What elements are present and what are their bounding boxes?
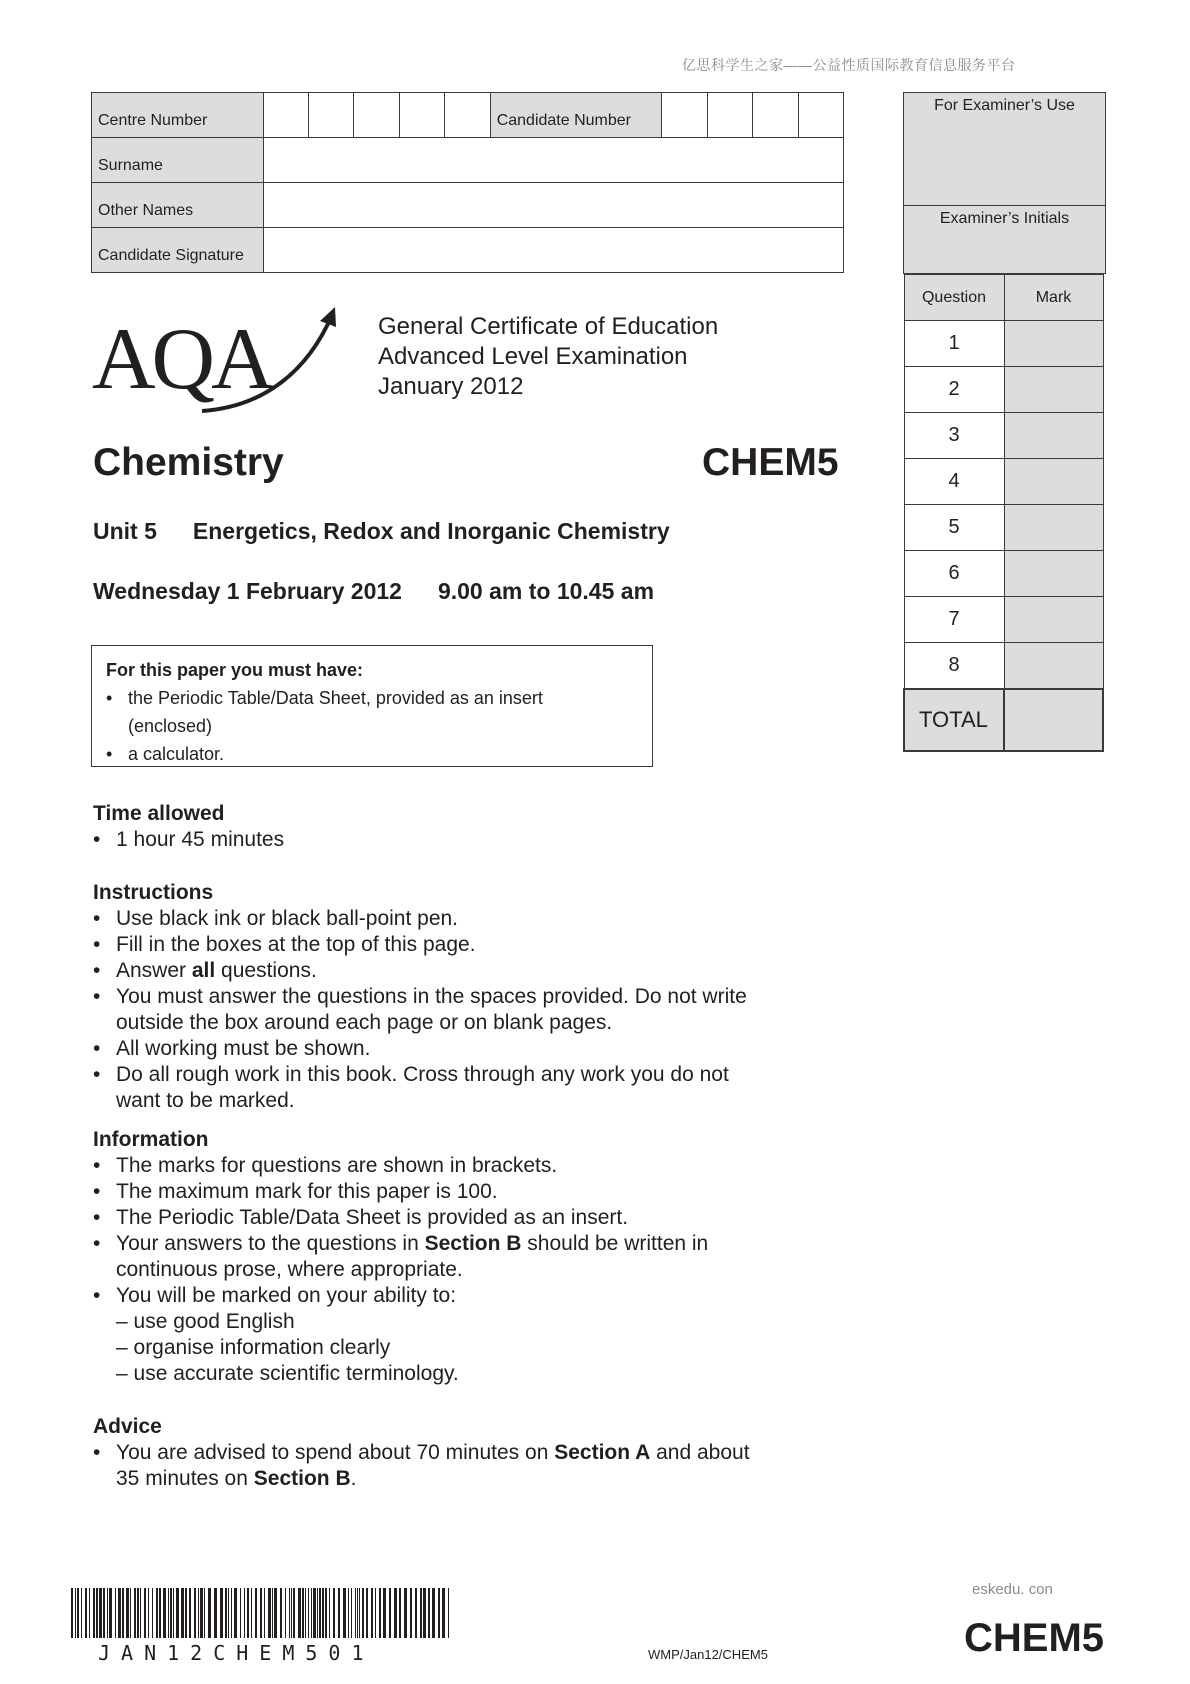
instruction-item: • You must answer the questions in the spaces provided. Do not write outside the box around each page or on blank pages. bbox=[93, 985, 747, 1034]
barcode-bar bbox=[329, 1588, 330, 1638]
barcode-bar bbox=[410, 1588, 412, 1638]
instruction-item: • All working must be shown. bbox=[93, 1037, 371, 1060]
barcode-bar bbox=[280, 1588, 282, 1638]
information-heading: Information bbox=[93, 1128, 209, 1151]
aqa-logo bbox=[92, 303, 342, 413]
barcode-text: JAN12CHEM501 bbox=[98, 1641, 375, 1665]
question-number: 7 bbox=[904, 597, 1004, 643]
advice-heading: Advice bbox=[93, 1415, 162, 1438]
question-number: 6 bbox=[904, 551, 1004, 597]
barcode-bar bbox=[432, 1588, 435, 1638]
barcode-bar bbox=[93, 1588, 95, 1638]
barcode-bar bbox=[247, 1588, 249, 1638]
barcode-bar bbox=[109, 1588, 112, 1638]
total-mark-cell[interactable] bbox=[1004, 689, 1103, 751]
barcode-bar bbox=[134, 1588, 136, 1638]
qualification-line: General Certificate of Education bbox=[378, 313, 719, 340]
question-number: 3 bbox=[904, 413, 1004, 459]
barcode-bar bbox=[404, 1588, 407, 1638]
barcode-bar bbox=[351, 1588, 352, 1638]
time-allowed-value: • 1 hour 45 minutes bbox=[93, 828, 285, 851]
barcode-bar bbox=[137, 1588, 139, 1638]
centre-number-box[interactable] bbox=[354, 93, 399, 138]
other-names-field[interactable] bbox=[263, 183, 843, 228]
barcode-bar bbox=[274, 1588, 277, 1638]
barcode-bar bbox=[305, 1588, 306, 1638]
barcode-bar bbox=[140, 1588, 141, 1638]
exam-session: January 2012 bbox=[378, 373, 524, 400]
surname-field[interactable] bbox=[263, 138, 843, 183]
mark-cell[interactable] bbox=[1004, 505, 1103, 551]
barcode-bar bbox=[291, 1588, 292, 1638]
requirement-item: • the Periodic Table/Data Sheet, provided as an insert (enclosed) bbox=[106, 688, 543, 736]
barcode-bar bbox=[264, 1588, 265, 1638]
barcode-bar bbox=[103, 1588, 105, 1638]
instruction-item: • Do all rough work in this book. Cross through any work you do not want to be marked. bbox=[93, 1063, 729, 1112]
time-allowed-heading: Time allowed bbox=[93, 802, 225, 825]
question-number: 2 bbox=[904, 367, 1004, 413]
mark-cell[interactable] bbox=[1004, 643, 1103, 690]
barcode-bar bbox=[272, 1588, 273, 1638]
barcode-bar bbox=[85, 1588, 87, 1638]
examiners-initials-label: Examiner’s Initials bbox=[904, 206, 1105, 274]
mark-cell[interactable] bbox=[1004, 321, 1103, 367]
barcode-bar bbox=[298, 1588, 301, 1638]
barcode-bar bbox=[176, 1588, 179, 1638]
barcode-bar bbox=[255, 1588, 257, 1638]
requirements-heading: For this paper you must have: bbox=[106, 660, 364, 680]
barcode-bar bbox=[194, 1588, 196, 1638]
barcode-bar bbox=[170, 1588, 172, 1638]
barcode-bar bbox=[442, 1588, 445, 1638]
barcode-bar bbox=[311, 1588, 312, 1638]
mark-cell[interactable] bbox=[1004, 551, 1103, 597]
barcode-bar bbox=[448, 1588, 449, 1638]
barcode-bar bbox=[118, 1588, 121, 1638]
information-item: • The Periodic Table/Data Sheet is provided as an insert. bbox=[93, 1206, 629, 1229]
barcode bbox=[71, 1588, 453, 1646]
barcode-bar bbox=[156, 1588, 158, 1638]
instruction-item: • Use black ink or black ball-point pen. bbox=[93, 907, 459, 930]
centre-number-label: Centre Number bbox=[92, 93, 264, 138]
information-subitem: – use accurate scientific terminology. bbox=[116, 1362, 459, 1385]
examiners-use-title: For Examiner’s Use bbox=[904, 93, 1105, 206]
exam-date: Wednesday 1 February 2012 bbox=[93, 578, 402, 604]
barcode-bar bbox=[394, 1588, 397, 1638]
barcode-bar bbox=[115, 1588, 116, 1638]
barcode-bar bbox=[383, 1588, 386, 1638]
centre-number-box[interactable] bbox=[263, 93, 308, 138]
information-subitem: – use good English bbox=[116, 1310, 295, 1333]
barcode-bar bbox=[399, 1588, 401, 1638]
barcode-bar bbox=[200, 1588, 203, 1638]
barcode-bar bbox=[366, 1588, 368, 1638]
barcode-bar bbox=[428, 1588, 430, 1638]
time-allowed-section bbox=[93, 801, 853, 853]
centre-number-box[interactable] bbox=[309, 93, 354, 138]
barcode-bar bbox=[107, 1588, 108, 1638]
barcode-bar bbox=[168, 1588, 169, 1638]
barcode-bar bbox=[77, 1588, 79, 1638]
information-item: • You will be marked on your ability to: bbox=[93, 1284, 457, 1307]
surname-label: Surname bbox=[92, 138, 264, 183]
signature-field[interactable] bbox=[263, 228, 843, 273]
barcode-bar bbox=[204, 1588, 205, 1638]
barcode-bar bbox=[214, 1588, 217, 1638]
barcode-bar bbox=[423, 1588, 426, 1638]
barcode-bar bbox=[415, 1588, 417, 1638]
information-section bbox=[93, 1127, 853, 1387]
candidate-number-box[interactable] bbox=[662, 93, 707, 138]
marks-table bbox=[903, 274, 1104, 752]
barcode-bar bbox=[225, 1588, 227, 1638]
unit-title: Energetics, Redox and Inorganic Chemistry bbox=[192, 518, 670, 544]
barcode-bar bbox=[163, 1588, 166, 1638]
barcode-bar bbox=[244, 1588, 245, 1638]
barcode-bar bbox=[159, 1588, 161, 1638]
information-item: • The maximum mark for this paper is 100. bbox=[93, 1180, 498, 1203]
barcode-bar bbox=[420, 1588, 422, 1638]
barcode-bar bbox=[338, 1588, 340, 1638]
barcode-bar bbox=[198, 1588, 199, 1638]
question-number: 8 bbox=[904, 643, 1004, 690]
advice-item: • You are advised to spend about 70 minutes on Section A and about 35 minutes on Section B. bbox=[93, 1441, 750, 1490]
barcode-bar bbox=[130, 1588, 131, 1638]
instruction-item: • Fill in the boxes at the top of this page. bbox=[93, 933, 476, 956]
barcode-bar bbox=[325, 1588, 327, 1638]
barcode-bar bbox=[343, 1588, 346, 1638]
mark-header: Mark bbox=[1004, 275, 1103, 321]
barcode-bar bbox=[126, 1588, 129, 1638]
barcode-bar bbox=[313, 1588, 316, 1638]
barcode-bar bbox=[251, 1588, 252, 1638]
instructions-heading: Instructions bbox=[93, 881, 214, 904]
barcode-bar bbox=[289, 1588, 290, 1638]
unit-number: Unit 5 bbox=[93, 518, 157, 544]
barcode-bar bbox=[144, 1588, 146, 1638]
candidate-number-box[interactable] bbox=[707, 93, 752, 138]
barcode-bar bbox=[228, 1588, 229, 1638]
total-label: TOTAL bbox=[904, 689, 1004, 751]
barcode-bar bbox=[359, 1588, 360, 1638]
mark-cell[interactable] bbox=[1004, 367, 1103, 413]
question-number: 1 bbox=[904, 321, 1004, 367]
barcode-bar bbox=[375, 1588, 376, 1638]
barcode-bar bbox=[389, 1588, 391, 1638]
barcode-bar bbox=[181, 1588, 184, 1638]
barcode-bar bbox=[333, 1588, 335, 1638]
examiner-use-box bbox=[903, 92, 1106, 274]
candidate-details-grid bbox=[91, 92, 844, 273]
barcode-bar bbox=[75, 1588, 76, 1638]
barcode-bar bbox=[185, 1588, 187, 1638]
requirements-box bbox=[91, 645, 653, 767]
subject-title: Chemistry bbox=[93, 441, 284, 484]
candidate-number-box[interactable] bbox=[798, 93, 843, 138]
mark-cell[interactable] bbox=[1004, 597, 1103, 643]
barcode-bar bbox=[319, 1588, 321, 1638]
barcode-bar bbox=[302, 1588, 304, 1638]
mark-cell[interactable] bbox=[1004, 413, 1103, 459]
centre-number-box[interactable] bbox=[399, 93, 444, 138]
information-subitem: – organise information clearly bbox=[116, 1336, 391, 1359]
barcode-bar bbox=[438, 1588, 440, 1638]
barcode-bar bbox=[268, 1588, 271, 1638]
barcode-bar bbox=[148, 1588, 149, 1638]
mark-cell[interactable] bbox=[1004, 459, 1103, 505]
exam-date-line bbox=[93, 578, 654, 605]
question-number: 4 bbox=[904, 459, 1004, 505]
barcode-bar bbox=[317, 1588, 318, 1638]
centre-number-box[interactable] bbox=[445, 93, 490, 138]
information-item: • Your answers to the questions in Section B should be written in continuous prose, where appropriate. bbox=[93, 1232, 709, 1281]
barcode-bar bbox=[122, 1588, 124, 1638]
barcode-bar bbox=[220, 1588, 223, 1638]
barcode-bar bbox=[322, 1588, 324, 1638]
other-names-label: Other Names bbox=[92, 183, 264, 228]
exam-time: 9.00 am to 10.45 am bbox=[437, 578, 655, 604]
barcode-bar bbox=[96, 1588, 98, 1638]
barcode-bar bbox=[173, 1588, 174, 1638]
barcode-bar bbox=[152, 1588, 153, 1638]
qualification-block bbox=[378, 312, 718, 402]
site-watermark: eskedu. con bbox=[972, 1581, 1053, 1598]
question-number: 5 bbox=[904, 505, 1004, 551]
barcode-bar bbox=[231, 1588, 232, 1638]
question-header: Question bbox=[904, 275, 1004, 321]
barcode-bar bbox=[81, 1588, 82, 1638]
information-item: • The marks for questions are shown in brackets. bbox=[93, 1154, 558, 1177]
barcode-bar bbox=[293, 1588, 295, 1638]
barcode-bar bbox=[371, 1588, 373, 1638]
barcode-bar bbox=[355, 1588, 356, 1638]
barcode-bar bbox=[348, 1588, 349, 1638]
signature-label: Candidate Signature bbox=[92, 228, 264, 273]
barcode-bar bbox=[362, 1588, 364, 1638]
top-watermark: 亿思科学生之家——公益性质国际教育信息服务平台 bbox=[682, 57, 1016, 73]
requirement-item: • a calculator. bbox=[106, 744, 225, 764]
barcode-bar bbox=[240, 1588, 241, 1638]
barcode-bar bbox=[260, 1588, 262, 1638]
advice-section bbox=[93, 1414, 853, 1492]
candidate-number-box[interactable] bbox=[753, 93, 798, 138]
barcode-bar bbox=[189, 1588, 191, 1638]
paper-code: CHEM5 bbox=[702, 441, 839, 484]
barcode-bar bbox=[379, 1588, 381, 1638]
instructions-section bbox=[93, 880, 853, 1114]
aqa-logo-text: AQA bbox=[92, 311, 271, 408]
barcode-bar bbox=[71, 1588, 73, 1638]
qualification-line: Advanced Level Examination bbox=[378, 343, 688, 370]
instruction-item: • Answer all questions. bbox=[93, 959, 317, 982]
footer-paper-code: CHEM5 bbox=[964, 1616, 1105, 1660]
barcode-bar bbox=[99, 1588, 102, 1638]
barcode-bar bbox=[208, 1588, 211, 1638]
barcode-bar bbox=[234, 1588, 237, 1638]
barcode-bar bbox=[357, 1588, 358, 1638]
barcode-bar bbox=[285, 1588, 286, 1638]
paper-reference: WMP/Jan12/CHEM5 bbox=[648, 1647, 768, 1662]
barcode-bar bbox=[89, 1588, 90, 1638]
unit-line bbox=[93, 518, 670, 545]
candidate-number-label: Candidate Number bbox=[490, 93, 662, 138]
barcode-bar bbox=[308, 1588, 309, 1638]
